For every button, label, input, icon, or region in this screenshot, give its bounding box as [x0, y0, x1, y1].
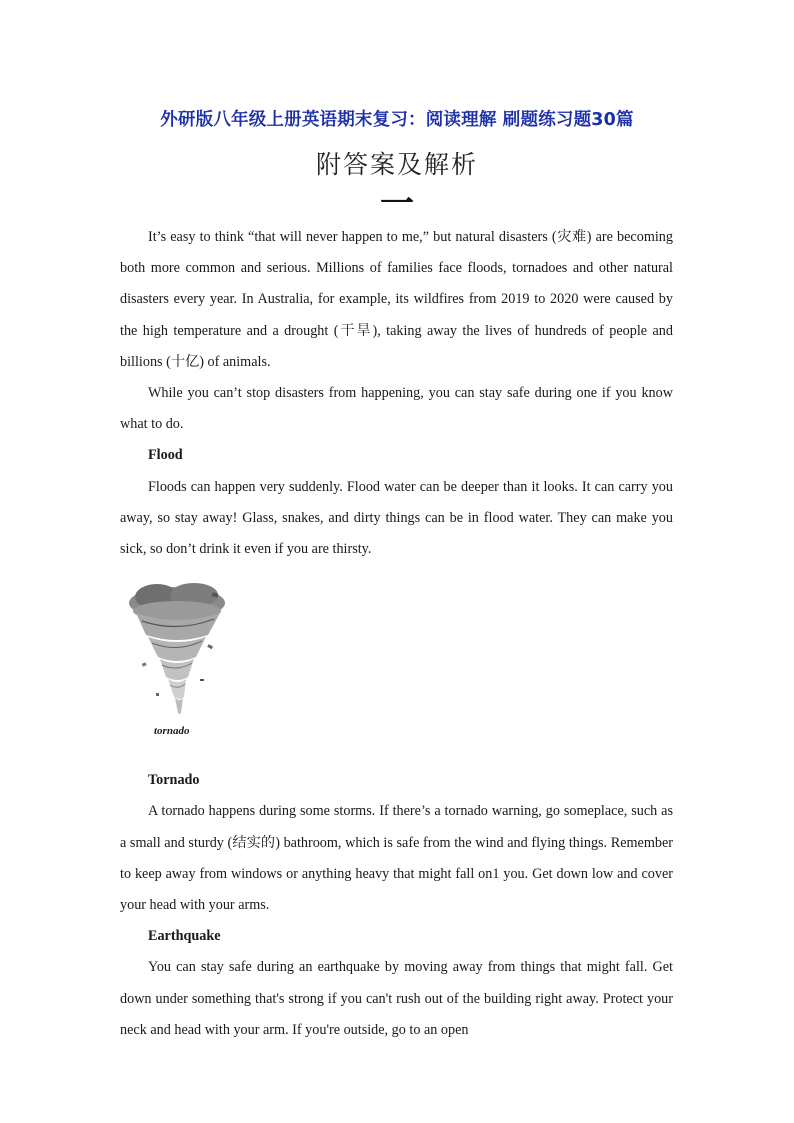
tornado-image: [122, 575, 232, 725]
image-caption: tornado: [154, 725, 190, 738]
article-body: [120, 222, 673, 1046]
tornado-heading: Tornado: [148, 772, 200, 789]
intro-paragraph-2: While you can’t stop disasters from happening, you can stay safe during one if you know what to do.: [120, 385, 673, 433]
flood-heading: Flood: [148, 447, 183, 464]
earthquake-heading: Earthquake: [148, 928, 221, 945]
document-subtitle: 附答案及解析: [315, 150, 478, 179]
intro-paragraph-1: It’s easy to think “that will never happen to me,” but natural disasters (灾难) are becoming both more common and serious. Millions of families face floods, tornadoes and other natural disasters every year. In Australia, for example, its wildfires from 2019 to 2020 were caused by the high temperature and a drought (干旱), taking away the lives of hundreds of people and billions (十亿) of animals.: [120, 229, 673, 370]
section-number: 一: [380, 184, 414, 224]
tornado-paragraph: A tornado happens during some storms. If there’s a tornado warning, go someplace, such as a small and sturdy (结实的) bathroom, which is safe from the wind and flying things. Remember to keep away from windows or anything heavy that might fall on1 you. Get down low and cover your head with your arms.: [120, 803, 673, 914]
flood-paragraph: Floods can happen very suddenly. Flood water can be deeper than it looks. It can carry you away, so stay away! Glass, snakes, and dirty things can be in flood water. They can make you sick, so don’t drink it even if you are thirsty.: [120, 478, 673, 558]
tornado-figure: [120, 575, 673, 765]
earthquake-paragraph: You can stay safe during an earthquake by moving away from things that might fall. Get down under something that's strong if you can't rush out of the building right away. Protect your neck and head with your arm. If you're outside, go to an open: [120, 959, 673, 1038]
document-title: 外研版八年级上册英语期末复习：阅读理解 刷题练习题30篇: [160, 110, 634, 130]
